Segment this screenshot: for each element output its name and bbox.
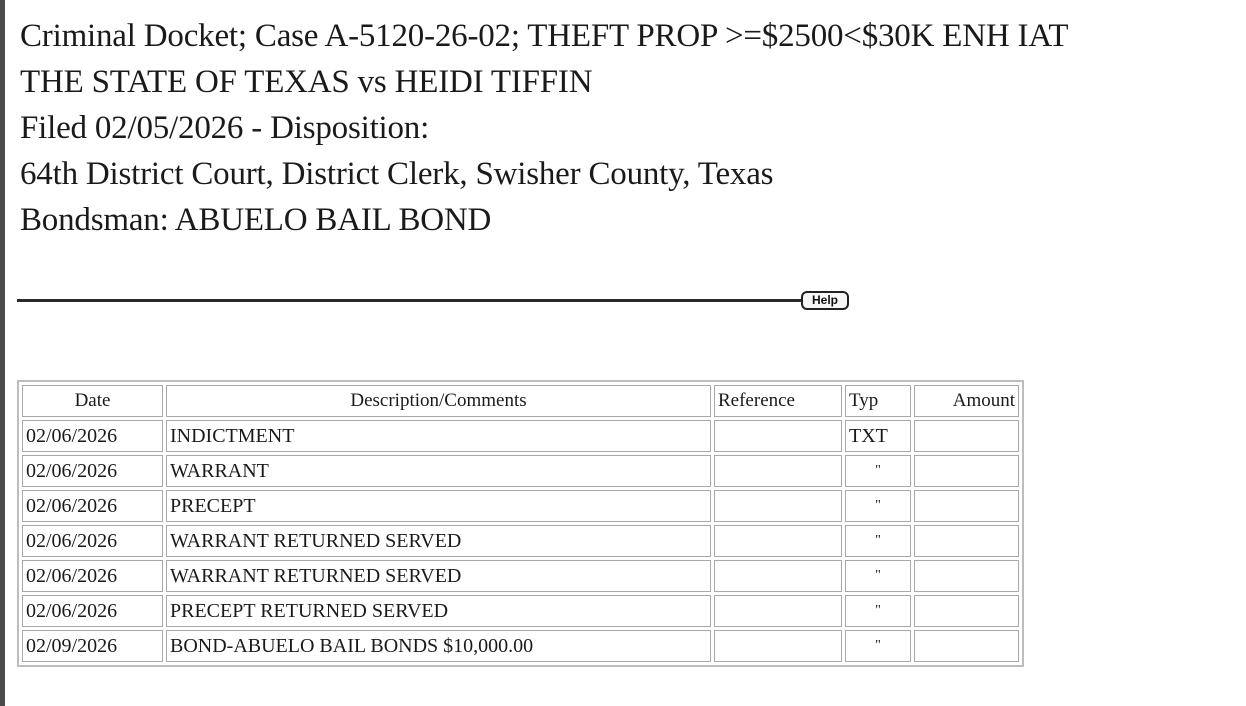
table-row xyxy=(22,420,1019,452)
court-info: 64th District Court, District Clerk, Swisher County, Texas xyxy=(20,156,774,192)
cell-date: 02/09/2026 xyxy=(22,630,163,662)
cell-typ: " xyxy=(845,455,911,487)
cell-amount xyxy=(914,560,1019,592)
cell-amount xyxy=(914,525,1019,557)
table-row xyxy=(22,630,1019,662)
cell-date: 02/06/2026 xyxy=(22,490,163,522)
table-header-row xyxy=(22,385,1019,417)
cell-date: 02/06/2026 xyxy=(22,455,163,487)
cell-description: WARRANT RETURNED SERVED xyxy=(166,525,711,557)
table-row xyxy=(22,595,1019,627)
horizontal-divider xyxy=(17,299,803,302)
cell-reference xyxy=(714,560,842,592)
cell-date: 02/06/2026 xyxy=(22,420,163,452)
cell-reference xyxy=(714,595,842,627)
table-row xyxy=(22,455,1019,487)
cell-reference xyxy=(714,490,842,522)
case-header xyxy=(20,13,1068,243)
cell-reference xyxy=(714,630,842,662)
column-header-description: Description/Comments xyxy=(166,385,711,417)
cell-description: BOND-ABUELO BAIL BONDS $10,000.00 xyxy=(166,630,711,662)
cell-date: 02/06/2026 xyxy=(22,560,163,592)
cell-description: PRECEPT RETURNED SERVED xyxy=(166,595,711,627)
cell-description: INDICTMENT xyxy=(166,420,711,452)
cell-amount xyxy=(914,630,1019,662)
cell-description: WARRANT RETURNED SERVED xyxy=(166,560,711,592)
cell-reference xyxy=(714,420,842,452)
table-row xyxy=(22,490,1019,522)
bondsman-info: Bondsman: ABUELO BAIL BOND xyxy=(20,202,492,238)
docket-table xyxy=(17,380,1024,667)
cell-typ: " xyxy=(845,525,911,557)
filed-disposition: Filed 02/05/2026 - Disposition: xyxy=(20,110,430,146)
cell-amount xyxy=(914,595,1019,627)
cell-typ: " xyxy=(845,560,911,592)
cell-date: 02/06/2026 xyxy=(22,595,163,627)
cell-reference xyxy=(714,455,842,487)
window-left-edge xyxy=(0,0,5,706)
cell-typ: TXT xyxy=(845,420,911,452)
cell-description: PRECEPT xyxy=(166,490,711,522)
help-button[interactable]: Help xyxy=(801,291,849,310)
cell-reference xyxy=(714,525,842,557)
cell-amount xyxy=(914,420,1019,452)
case-parties: THE STATE OF TEXAS vs HEIDI TIFFIN xyxy=(20,64,593,100)
column-header-typ: Typ xyxy=(845,385,911,417)
cell-description: WARRANT xyxy=(166,455,711,487)
table-row xyxy=(22,525,1019,557)
cell-amount xyxy=(914,455,1019,487)
case-title: Criminal Docket; Case A-5120-26-02; THEFT PROP >=$2500<$30K ENH IAT xyxy=(20,18,1069,54)
table-row xyxy=(22,560,1019,592)
cell-typ: " xyxy=(845,490,911,522)
cell-typ: " xyxy=(845,630,911,662)
column-header-date: Date xyxy=(22,385,163,417)
cell-typ: " xyxy=(845,595,911,627)
cell-date: 02/06/2026 xyxy=(22,525,163,557)
cell-amount xyxy=(914,490,1019,522)
column-header-amount: Amount xyxy=(914,385,1019,417)
column-header-reference: Reference xyxy=(714,385,842,417)
